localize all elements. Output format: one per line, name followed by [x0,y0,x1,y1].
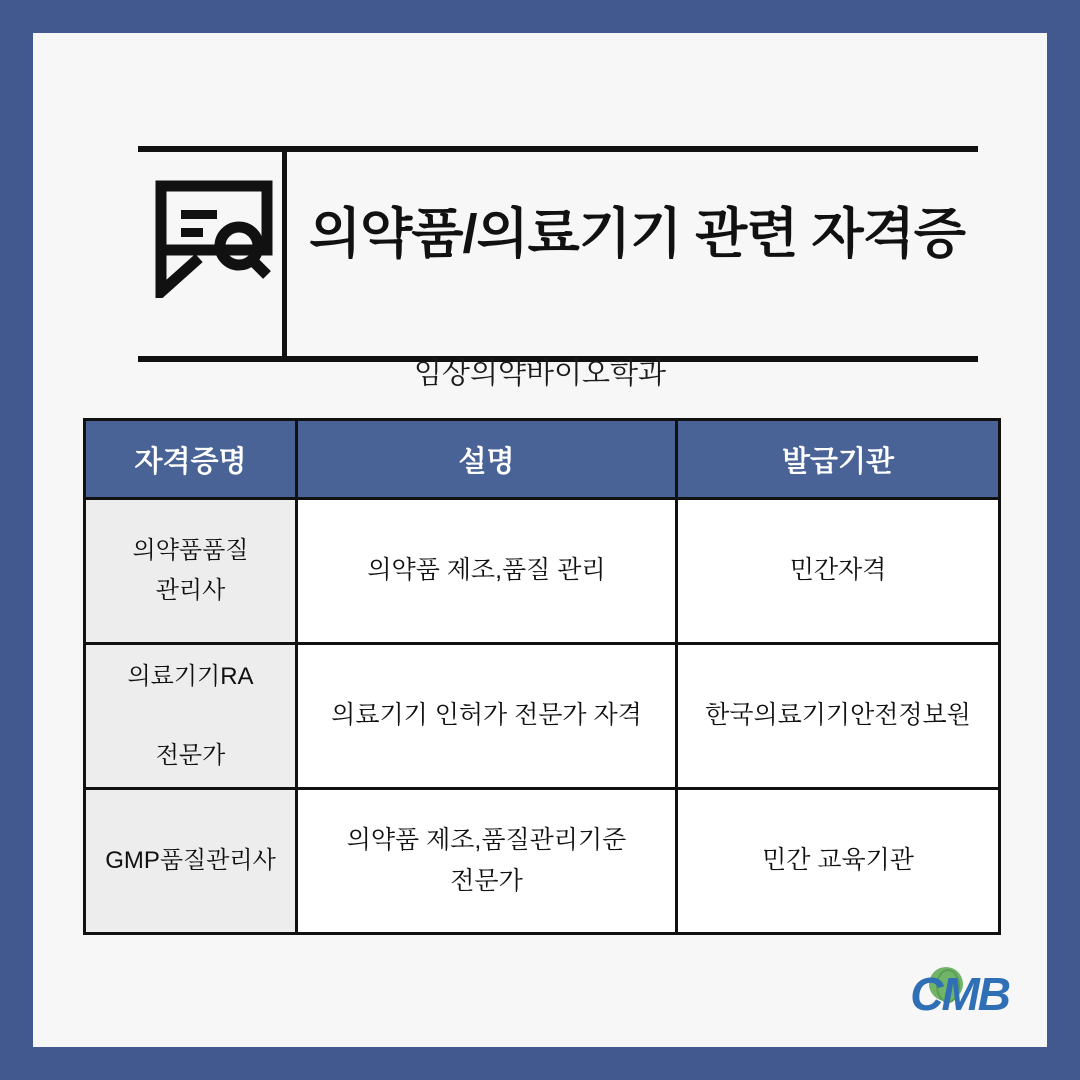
cell-cert-issuer: 민간자격 [677,499,1000,644]
page-title: 의약품/의료기기 관련 자격증 [309,204,965,264]
certification-table [83,418,1001,935]
cell-cert-description: 의약품 제조,품질관리기준 전문가 [297,789,677,934]
cell-cert-issuer: 민간 교육기관 [677,789,1000,934]
column-header-issuer: 발급기관 [677,420,1000,499]
certification-table-wrapper [83,418,998,935]
header-divider [282,146,287,362]
cell-cert-description: 의약품 제조,품질 관리 [297,499,677,644]
document-search-icon [155,180,273,298]
cell-cert-name: 의약품품질 관리사 [85,499,297,644]
cmb-logo [889,963,1009,1025]
table-row [85,644,1000,789]
header-top-rule [138,146,978,152]
cell-cert-name: GMP품질관리사 [85,789,297,934]
header [103,108,978,358]
cell-cert-issuer: 한국의료기기안전정보원 [677,644,1000,789]
poster-canvas [33,33,1047,1047]
department-subtitle: 임상의약바이오학과 [413,358,667,390]
cmb-logo-text: CMB [910,968,1009,1020]
column-header-description: 설명 [297,420,677,499]
table-row [85,499,1000,644]
table-row [85,789,1000,934]
table-header-row [85,420,1000,499]
cell-cert-description: 의료기기 인허가 전문가 자격 [297,644,677,789]
cell-cert-name: 의료기기RA 전문가 [85,644,297,789]
column-header-name: 자격증명 [85,420,297,499]
